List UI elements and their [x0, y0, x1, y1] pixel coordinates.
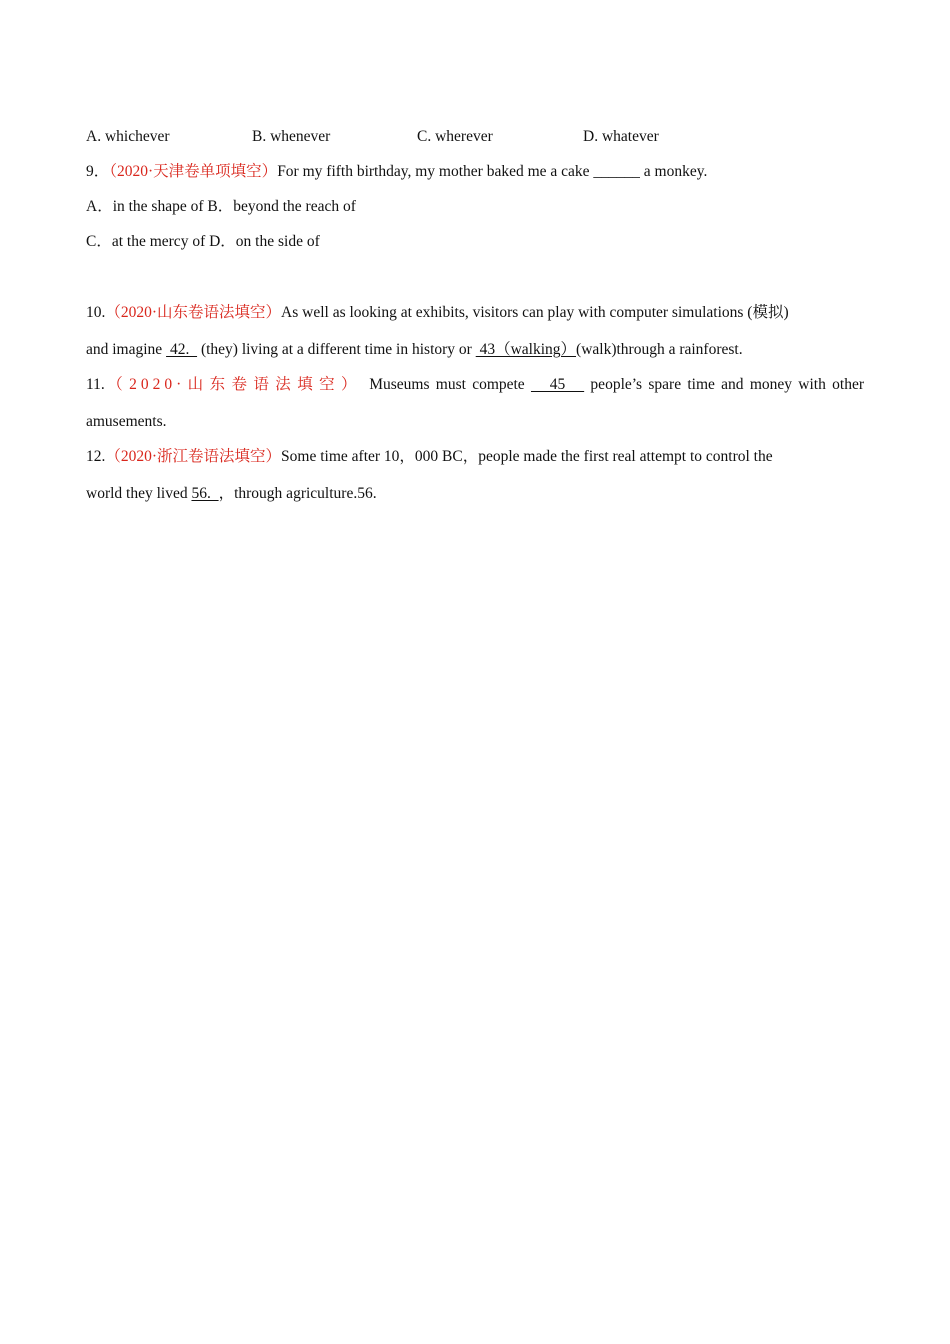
q9-options-line-2: C．at the mercy of D．on the side of	[86, 233, 320, 250]
q8-option-b: B. whenever	[252, 128, 331, 145]
q10-source: （2020·山东卷语法填空）	[105, 304, 282, 321]
q11-stem-line-1	[86, 375, 864, 395]
q12-text-2a: world they lived	[86, 485, 192, 502]
q11-blank-45: 45	[530, 376, 585, 393]
q11-text-1a: Museums must compete	[369, 376, 531, 393]
q10-stem-line-2	[86, 340, 743, 360]
q10-text-2b: (they) living at a different time in history or	[197, 341, 476, 358]
q12-stem-line-2	[86, 484, 377, 504]
q10-blank-42: 42.	[166, 341, 198, 358]
q10-number: 10.	[86, 304, 106, 321]
q11-number: 11.	[86, 376, 105, 393]
q9-number: 9．	[86, 163, 110, 180]
q12-stem-line-1	[86, 447, 773, 467]
q10-stem-line-1	[86, 303, 864, 323]
q9-stem	[86, 162, 707, 182]
q8-option-a: A. whichever	[86, 128, 170, 145]
q11-source: （2020·山东卷语法填空）	[104, 376, 363, 393]
q8-options	[86, 127, 864, 147]
q10-text-2c: (walk)through a rainforest.	[576, 341, 743, 358]
q11-stem-line-2: amusements.	[86, 413, 167, 430]
q12-text-2b: ，through agriculture.56.	[218, 485, 377, 502]
q11-text-1b: people’s spare time and money with other	[584, 376, 864, 393]
q9-options-line-1: A．in the shape of B．beyond the reach of	[86, 198, 356, 215]
q10-text-2a: and imagine	[86, 341, 167, 358]
q12-text-1: Some time after 10，000 BC，people made the first real attempt to control the	[281, 448, 773, 465]
q8-option-c: C. wherever	[417, 128, 493, 145]
q12-source: （2020·浙江卷语法填空）	[105, 448, 282, 465]
q10-text-1: As well as looking at exhibits, visitors can play with computer simulations (模拟)	[281, 304, 789, 321]
q10-blank-43: 43（walking）	[475, 341, 577, 358]
q12-number: 12.	[86, 448, 106, 465]
q8-option-d: D. whatever	[583, 128, 659, 145]
q12-blank-56: 56.	[191, 485, 219, 502]
q9-text: For my fifth birthday, my mother baked me a cake ______ a monkey.	[277, 163, 708, 180]
q9-source: （2020·天津卷单项填空）	[109, 163, 278, 180]
